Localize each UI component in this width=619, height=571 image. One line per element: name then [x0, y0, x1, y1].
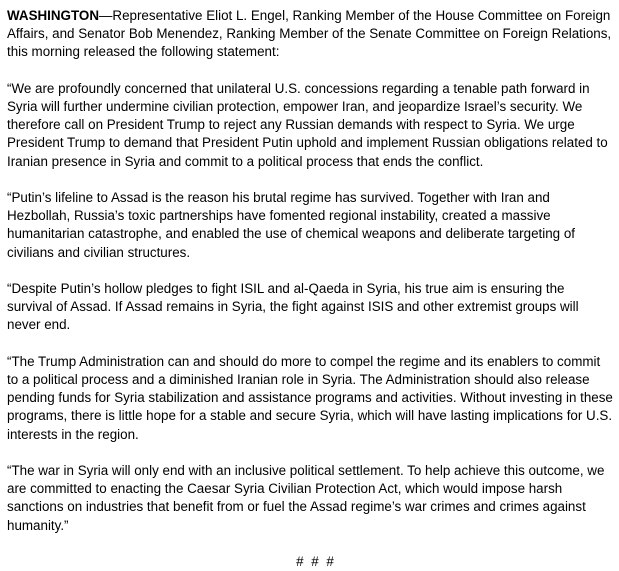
statement-paragraph: “The war in Syria will only end with an inclusive political settlement. To help achieve this outcome, we are committed to enacting the Caesar Syria Civilian Protection Act, which would impose harsh sanctions on industries that benefit from or fuel the Assad regime’s war crimes and crimes against humanity.”: [7, 463, 605, 533]
end-mark: # # #: [296, 554, 336, 569]
press-release: [7, 7, 613, 571]
statement-paragraph: “The Trump Administration can and should do more to compel the regime and its enablers to commit to a political process and a diminished Iranian role in Syria. The Administration should also release pending funds for Syria stabilization and assistance programs and activities. Without investing in these programs, there is little hope for a stable and secure Syria, which will have lasting implications for U.S. interests in the region.: [7, 353, 613, 442]
statement-paragraph: “Despite Putin’s hollow pledges to fight ISIL and al-Qaeda in Syria, his true aim is ensuring the survival of Assad. If Assad remains in Syria, the fight against ISIS and other extremist groups will never end.: [7, 281, 579, 333]
lead-text: —Representative Eliot L. Engel, Ranking Member of the House Committee on Foreign Affairs, and Senator Bob Menendez, Ranking Member of the Senate Committee on Foreign Relations, this morning released the following statement:: [7, 8, 612, 60]
dateline: WASHINGTON: [7, 8, 100, 23]
lead-paragraph: [7, 7, 613, 62]
statement-paragraph: “Putin’s lifeline to Assad is the reason his brutal regime has survived. Together with Iran and Hezbollah, Russia’s toxic partnerships have fomented regional instability, created a massive humanitarian catastrophe, and enabled the use of chemical weapons and deliberate targeting of civilians and civilian structures.: [7, 190, 575, 260]
statement-paragraph: “We are profoundly concerned that unilateral U.S. concessions regarding a tenable path forward in Syria will further undermine civilian protection, empower Iran, and jeopardize Israel’s security. We therefore call on President Trump to reject any Russian demands with respect to Syria. We urge President Trump to demand that President Putin uphold and implement Russian obligations related to Iranian presence in Syria and commit to a political process that ends the conflict.: [7, 80, 608, 169]
